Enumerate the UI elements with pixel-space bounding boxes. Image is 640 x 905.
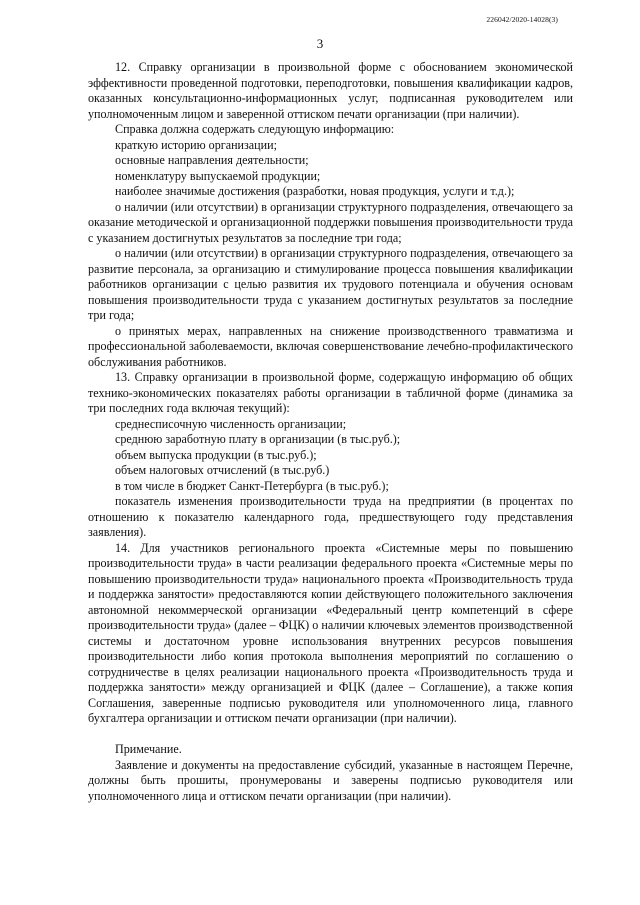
note-text: Заявление и документы на предоставление субсидий, указанные в настоящем Перечне, должны быть прошиты, пронумерованы и заверены подписью руководителя или уполномоченного лица и оттиском печати организации (при наличии).: [88, 757, 573, 803]
list-item: основные направления деятельности;: [115, 153, 309, 167]
item-12-paragraph: 12. Справку организации в произвольной форме с обоснованием экономической эффективности проведенной подготовки, переподготовки, повышения квалификации кадров, оказанных консультационно-информационных услуг, подписанная руководителем или уполномоченным лицом и заверенной оттиском печати организации (при наличии).: [88, 60, 573, 121]
list-item: объем выпуска продукции (в тыс.руб.);: [115, 447, 317, 462]
page-number: 3: [316, 36, 324, 51]
list-item: объем налоговых отчислений (в тыс.руб.): [115, 463, 330, 477]
list-item: о наличии (или отсутствии) в организации структурного подразделения, отвечающего за развитие персонала, за организацию и стимулирование процесса повышения квалификации работников организации с целью развития их трудового потенциала и обучения основам повышения производительности труда с указанием достигнутых результатов за последние три года;: [88, 246, 573, 322]
item-13-paragraph: 13. Справку организации в произвольной форме, содержащую информацию об общих технико-экономических показателях работы организации в табличной форме (динамика за три последних года включая текущий):: [88, 370, 573, 415]
list-item: о принятых мерах, направленных на снижение производственного травматизма и профессиональной заболеваемости, включая совершенствование лечебно-профилактического обслуживания работников.: [88, 323, 573, 369]
document-id: 226042/2020-14028(3): [486, 15, 558, 24]
item-14-paragraph: 14. Для участников регионального проекта «Системные меры по повышению производительности труда» в части реализации федерального проекта «Системные меры по повышению производительности труда» национального проекта «Производительность труда и поддержка занятости» предоставляются копии действующего положительного заключения автономной некоммерческой организации «Федеральный центр компетенций в сфере производительности труда» (далее – ФЦК) о наличии ключевых элементов производственной системы и достаточном уровне использования внутренних ресурсов повышения производительности либо копия протокола выполнения мероприятий по соглашению о сотрудничестве в целях реализации национального проекта «Производительность труда и поддержка занятости» между организацией и ФЦК (далее – Соглашение), а также копия Соглашения, заверенные подписью руководителя или уполномоченного лица, главного бухгалтера организации и оттиском печати организации (при наличии).: [88, 540, 573, 725]
item-12-intro: Справка должна содержать следующую информацию:: [115, 122, 395, 136]
list-item: о наличии (или отсутствии) в организации структурного подразделения, отвечающего за оказание методической и организационной поддержки повышения производительности труда с указанием достигнутых результатов за последние три года;: [88, 199, 573, 245]
list-item: среднюю заработную плату в организации (в тыс.руб.);: [115, 432, 401, 446]
list-item: наиболее значимые достижения (разработки, новая продукция, услуги и т.д.);: [115, 184, 515, 198]
document-body: [88, 60, 573, 804]
list-item: номенклатуру выпускаемой продукции;: [115, 168, 321, 183]
list-item: показатель изменения производительности труда на предприятии (в процентах по отношению к показателю календарного года, предшествующего году представления заявления).: [88, 494, 573, 539]
spacer: [88, 727, 573, 743]
note-title: Примечание.: [115, 742, 182, 756]
list-item: в том числе в бюджет Санкт-Петербурга (в тыс.руб.);: [115, 478, 389, 493]
list-item: краткую историю организации;: [115, 137, 277, 152]
list-item: среднесписочную численность организации;: [115, 416, 347, 431]
